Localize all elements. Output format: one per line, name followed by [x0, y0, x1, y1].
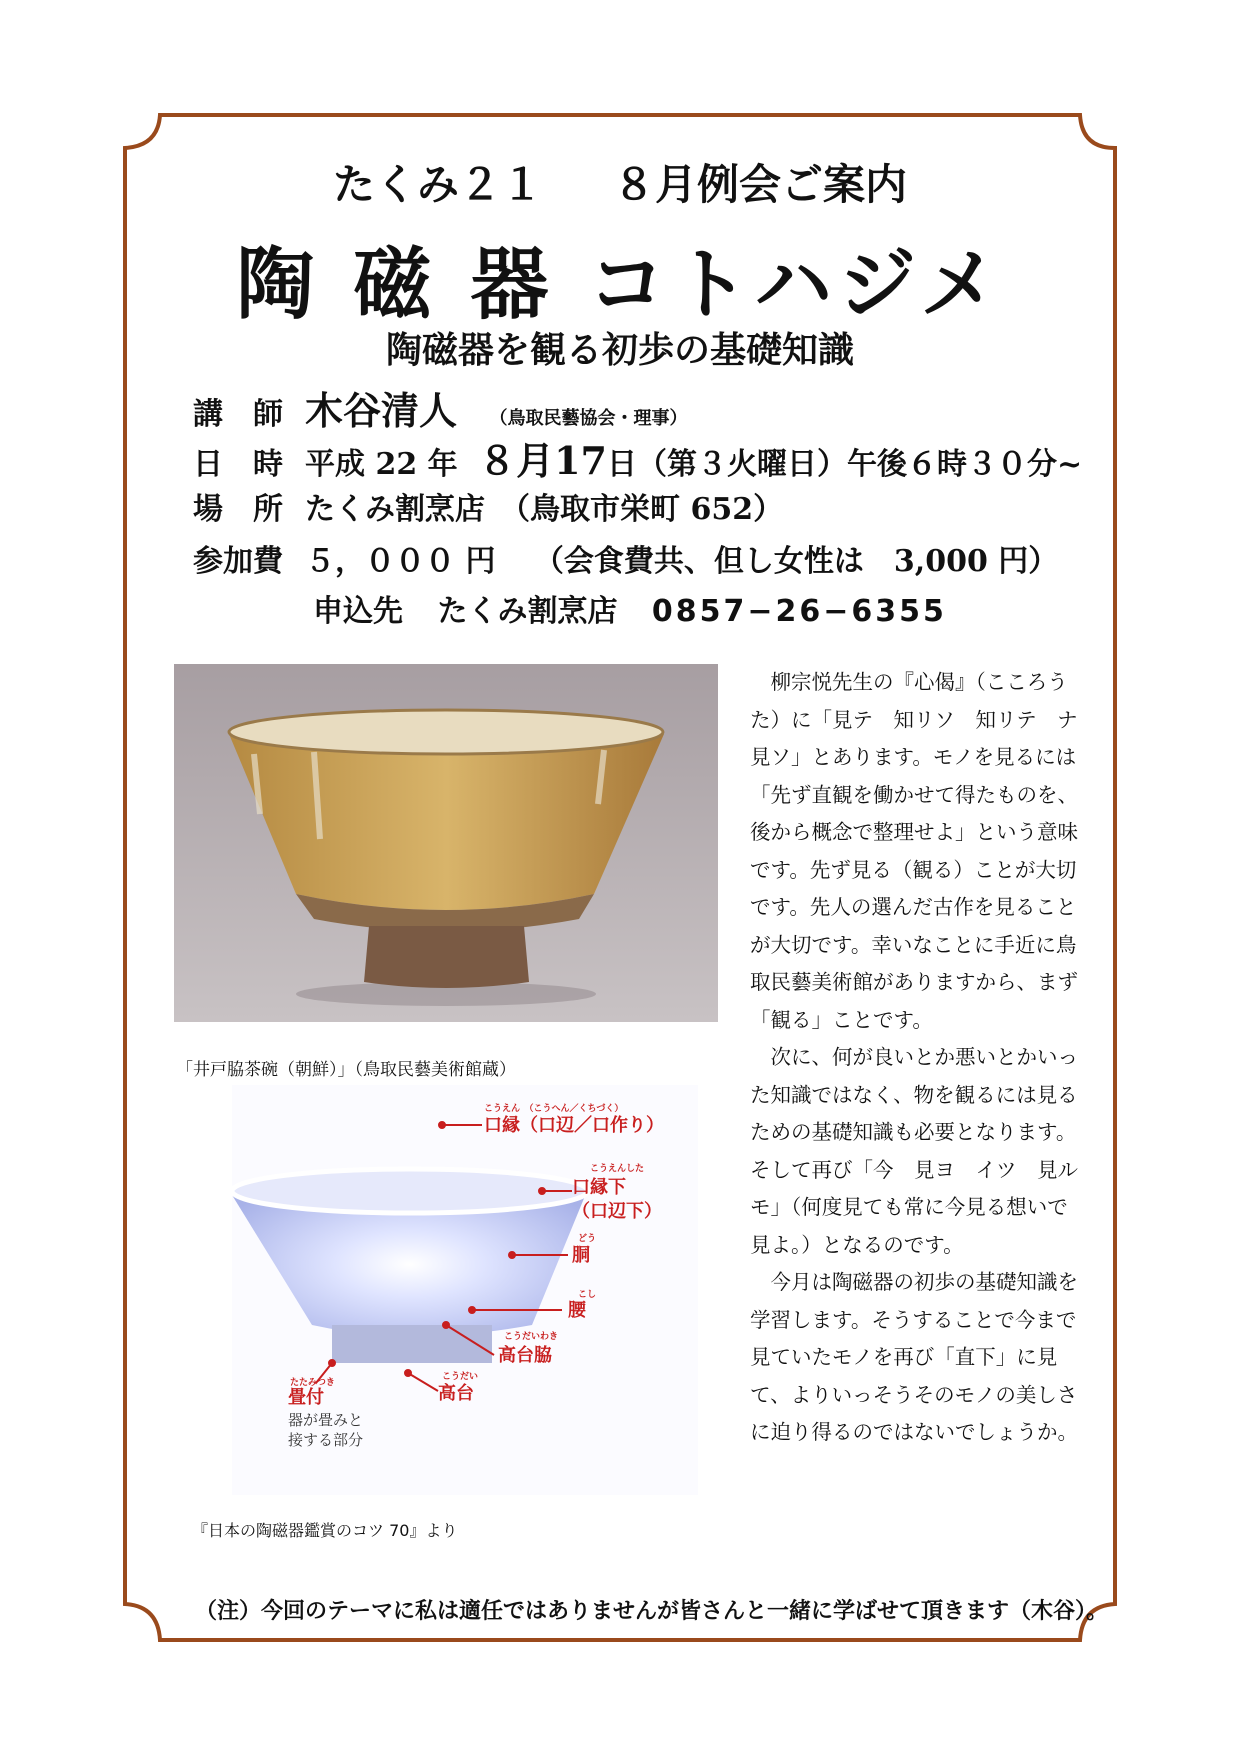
place-value: たくみ割烹店 （鳥取市栄町 652） — [305, 492, 784, 527]
photo-caption: 「井戸脇茶碗（朝鮮）」（鳥取民藝美術館蔵） — [176, 1060, 516, 1080]
lecturer-row — [193, 380, 687, 435]
bowl-anatomy-diagram — [232, 1085, 698, 1495]
ruby-below-rim: こうえんした — [590, 1164, 645, 1174]
datetime-month: ８月 — [478, 438, 555, 483]
ruby-rim: こうえん （こうへん／くちづく） — [484, 1104, 624, 1114]
fee-note: （会食費共、但し女性は 3,000 円） — [533, 544, 1059, 579]
page-subtitle: 陶磁器を観る初歩の基礎知識 — [385, 329, 854, 371]
datetime-day: 17 — [554, 438, 607, 483]
tea-bowl-photo — [174, 664, 718, 1022]
page-title: 陶 磁 器 コトハジメ — [236, 239, 1004, 330]
contact-phone: 0857−26−6355 — [651, 594, 947, 629]
ruby-foot: こうだい — [442, 1372, 479, 1382]
contact-shop: たくみ割烹店 — [437, 594, 618, 629]
label-body: 胴 — [572, 1245, 590, 1266]
datetime-label: 日 時 — [193, 447, 283, 482]
label-contact-title: 畳付 — [288, 1387, 324, 1408]
contact-label: 申込先 — [313, 594, 403, 629]
label-below-rim-1: 口縁下 — [572, 1177, 626, 1198]
essay-paragraph-1: 柳宗悦先生の『心偈』（こころうた）に「見テ 知リソ 知リテ ナ見ソ」とあります。モノを見るには「先ず直観を働かせて得たものを、後から概念で整理せよ」という意味です。先ず見る（観る）ことが大切です。先人の選んだ古作を見ることが大切です。幸いなことに手近に鳥取民藝美術館がありますから、まず「観る」ことです。 — [750, 670, 1078, 1032]
place-row — [193, 484, 783, 528]
place-label: 場 所 — [193, 492, 283, 527]
essay-paragraph-3: 今月は陶磁器の初歩の基礎知識を学習します。そうすることで今まで見ていたモノを再び「直下」に見て、よりいっそうそのモノの美しさに迫り得るのではないでしょうか。 — [750, 1270, 1078, 1444]
datetime-era: 平成 22 年 — [305, 447, 458, 482]
ruby-foot-side: こうだいわき — [504, 1332, 559, 1342]
diagram-caption: 『日本の陶磁器鑑賞のコツ 70』より — [192, 1521, 458, 1540]
essay-paragraph-2: 次に、何が良いとか悪いとかいった知識ではなく、物を観るには見るための基礎知識も必要となります。そして再び「今 見ヨ イツ 見ルモ」（何度見ても常に今見る想いで見よ。）となるのです。 — [750, 1045, 1078, 1257]
lecturer-affiliation: （鳥取民藝協会・理事） — [489, 408, 688, 429]
essay-text — [750, 664, 1088, 1452]
label-below-rim-2: （口辺下） — [572, 1201, 662, 1222]
ruby-contact: たたみつき — [290, 1378, 335, 1388]
org-name: たくみ２１ — [332, 160, 543, 209]
datetime-row — [193, 430, 1082, 485]
meeting-label: ８月例会ご案内 — [613, 160, 908, 209]
ruby-body: どう — [578, 1234, 597, 1244]
fee-row — [193, 536, 1058, 580]
footnote: （注）今回のテーマに私は適任ではありませんが皆さんと一緒に学ばせて頂きます（木谷）。 — [195, 1598, 1109, 1624]
label-contact-desc-2: 接する部分 — [288, 1431, 364, 1449]
org-heading — [0, 152, 1240, 212]
label-rim: 口縁（口辺／口作り） — [484, 1115, 664, 1136]
lecturer-label: 講 師 — [193, 397, 283, 432]
label-contact-desc-1: 器が畳みと — [288, 1411, 364, 1429]
label-foot: 高台 — [438, 1383, 474, 1404]
label-waist: 腰 — [568, 1300, 586, 1321]
lecturer-name: 木谷清人 — [305, 388, 458, 433]
datetime-rest: 日（第３火曜日）午後６時３０分~ — [607, 447, 1083, 482]
label-foot-side: 高台脇 — [498, 1345, 552, 1366]
contact-row — [313, 586, 947, 630]
fee-label: 参加費 — [193, 544, 283, 579]
ruby-waist: こし — [578, 1290, 597, 1300]
fee-amount: ５，０００ 円 — [305, 544, 496, 579]
